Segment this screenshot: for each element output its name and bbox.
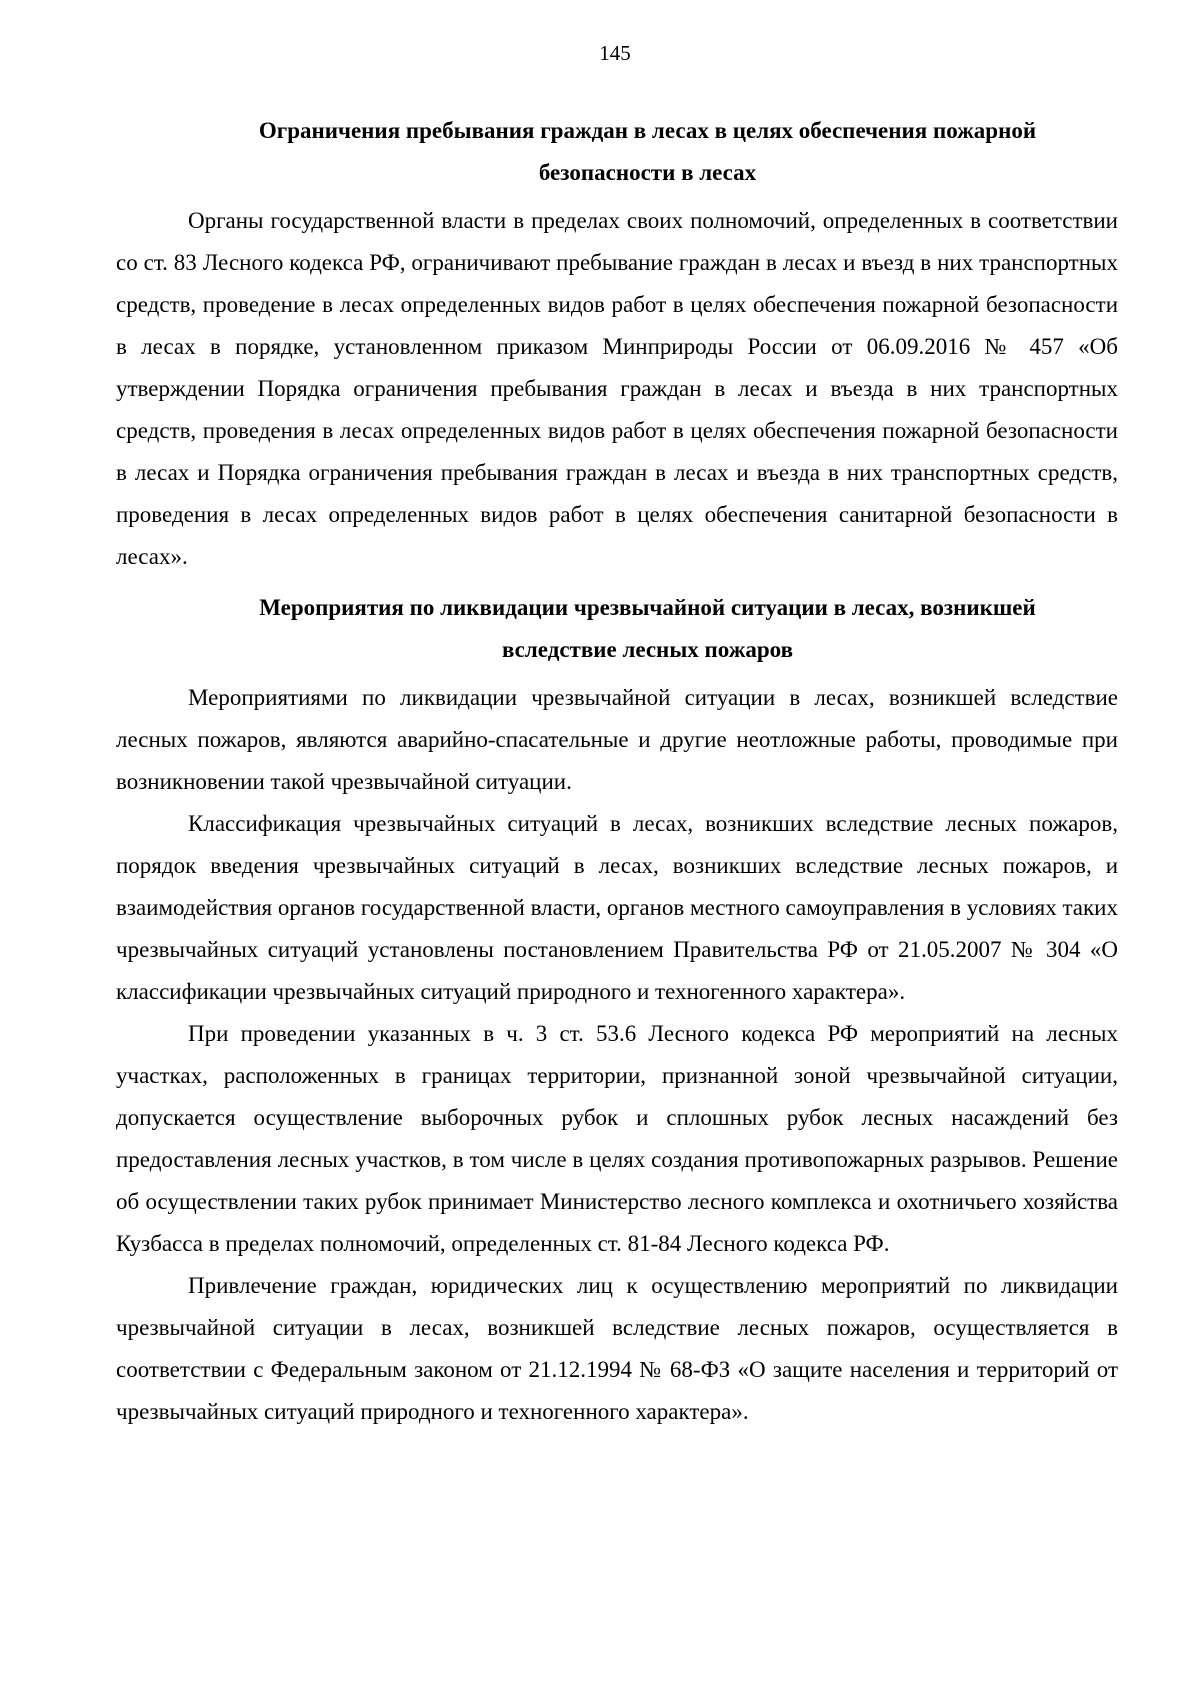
paragraph: Классификация чрезвычайных ситуаций в лесах, возникших вследствие лесных пожаров, порядок введения чрезвычайных ситуаций в лесах, возникших вследствие лесных пожаров, и взаимодействия органов государственной власти, органов местного самоуправления в условиях таких чрезвычайных ситуаций установлены постановлением Правительства РФ от 21.05.2007 № 304 «О классификации чрезвычайных ситуаций природного и техногенного характера». [116, 811, 1118, 1004]
paragraph: Органы государственной власти в пределах своих полномочий, определенных в соответствии со ст. 83 Лесного кодекса РФ, ограничивают пребывание граждан в лесах и въезд в них транспортных средств, проведение в лесах определенных видов работ в целях обеспечения пожарной безопасности в лесах в порядке, установленном приказом Минприроды России от 06.09.2016 № 457 «Об утверждении Порядка ограничения пребывания граждан в лесах и въезда в них транспортных средств, проведения в лесах определенных видов работ в целях обеспечения пожарной безопасности в лесах и Порядка ограничения пребывания граждан в лесах и въезда в них транспортных средств, проведения в лесах определенных видов работ в целях обеспечения санитарной безопасности в лесах». [116, 208, 1118, 569]
section-body [116, 677, 1118, 1433]
page-content [116, 110, 1118, 1433]
paragraph: Привлечение граждан, юридических лиц к осуществлению мероприятий по ликвидации чрезвычайной ситуации в лесах, возникшей вследствие лесных пожаров, осуществляется в соответствии с Федеральным законом от 21.12.1994 № 68-ФЗ «О защите населения и территорий от чрезвычайных ситуаций природного и техногенного характера». [116, 1273, 1118, 1424]
section-heading: Ограничения пребывания граждан в лесах в целях обеспечения пожарной безопасности в лесах [258, 118, 1037, 185]
page-number: 145 [599, 41, 631, 65]
section-heading: Мероприятия по ликвидации чрезвычайной ситуации в лесах, возникшей вследствие лесных пожаров [259, 595, 1036, 662]
paragraph: Мероприятиями по ликвидации чрезвычайной ситуации в лесах, возникшей вследствие лесных пожаров, являются аварийно-спасательные и другие неотложные работы, проводимые при возникновении такой чрезвычайной ситуации. [116, 685, 1118, 794]
paragraph: При проведении указанных в ч. 3 ст. 53.6 Лесного кодекса РФ мероприятий на лесных участках, расположенных в границах территории, признанной зоной чрезвычайной ситуации, допускается осуществление выборочных рубок и сплошных рубок лесных насаждений без предоставления лесных участков, в том числе в целях создания противопожарных разрывов. Решение об осуществлении таких рубок принимает Министерство лесного комплекса и охотничьего хозяйства Кузбасса в пределах полномочий, определенных ст. 81-84 Лесного кодекса РФ. [116, 1021, 1118, 1256]
section-body [116, 200, 1118, 578]
section-fire-safety-restrictions [116, 110, 1118, 578]
section-emergency-liquidation [116, 587, 1118, 1433]
